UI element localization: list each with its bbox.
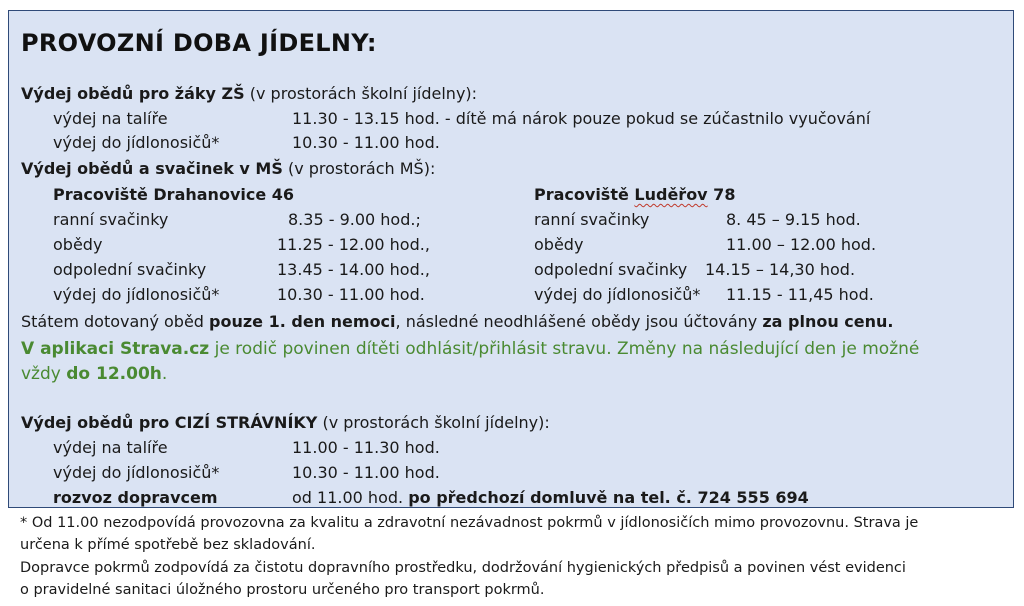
ms-right-title-place: Luděřov: [634, 185, 708, 204]
subsidy-bold: pouze 1. den nemoci: [209, 312, 396, 331]
zs-row-time: 10.30 - 11.00 hod.: [292, 133, 440, 152]
delivery-time: od 11.00 hod.: [292, 488, 409, 507]
ms-right-label: ranní svačinky: [534, 210, 650, 229]
footnote-line: o pravidelné sanitaci úložného prostoru určeného pro transport pokrmů.: [20, 582, 545, 598]
ms-right-title-prefix: Pracoviště: [534, 185, 635, 204]
ms-left-label: výdej do jídlonosičů*: [53, 285, 220, 304]
zs-row-time: 11.30 - 13.15 hod. - dítě má nárok pouze pokud se zúčastnilo vyučování: [292, 109, 871, 128]
zs-row-label: výdej na talíře: [53, 109, 168, 128]
ms-left-title: Pracoviště Drahanovice 46: [53, 185, 295, 204]
delivery-contact: po předchozí domluvě na tel. č. 724 555 694: [408, 488, 809, 507]
ms-left-time: 10.30 - 11.00 hod.: [277, 285, 425, 304]
ms-left-label: ranní svačinky: [53, 210, 169, 229]
ms-right-time: 11.00 – 12.00 hod.: [726, 235, 877, 254]
ms-left-time: 8.35 - 9.00 hod.;: [288, 210, 421, 229]
zs-row-label: výdej do jídlonosičů*: [53, 133, 220, 152]
ms-left-label: odpolední svačinky: [53, 260, 207, 279]
subsidy-text: , následné neodhlášené obědy jsou účtovány: [395, 312, 763, 331]
delivery-info: [292, 487, 809, 509]
ms-right-time: 8. 45 – 9.15 hod.: [726, 210, 861, 229]
ms-heading-bold: Výdej obědů a svačinek v MŠ: [21, 159, 283, 178]
zs-heading-note: (v prostorách školní jídelny):: [244, 84, 478, 103]
app-notice-line2: [21, 362, 167, 387]
ext-row-label: výdej do jídlonosičů*: [53, 463, 220, 482]
subsidy-bold: za plnou cenu.: [762, 312, 894, 331]
ms-left-label: obědy: [53, 235, 103, 254]
ext-heading-bold: Výdej obědů pro CIZÍ STRÁVNÍKY: [21, 413, 318, 432]
app-notice-text: vždy: [21, 364, 67, 384]
ms-right-title: [534, 184, 735, 206]
subsidy-text: Státem dotovaný oběd: [21, 312, 210, 331]
footnote-line: * Od 11.00 nezodpovídá provozovna za kvalitu a zdravotní nezávadnost pokrmů v jídlonosičích mimo provozovnu. Strava je: [20, 515, 919, 531]
ms-right-title-suffix: 78: [707, 185, 736, 204]
app-notice-text: je rodič povinen dítěti odhlásit/přihlásit stravu. Změny na následující den je možné: [209, 339, 920, 359]
ext-heading: [21, 412, 550, 434]
ext-heading-note: (v prostorách školní jídelny):: [317, 413, 550, 432]
ms-heading-note: (v prostorách MŠ):: [282, 159, 436, 178]
app-notice-bold: V aplikaci Strava.cz: [21, 339, 210, 359]
ms-right-time: 11.15 - 11,45 hod.: [726, 285, 874, 304]
footnote-line: Dopravce pokrmů zodpovídá za čistotu dopravního prostředku, dodržování hygienických předpisů a povinen vést evidenci: [20, 560, 906, 576]
app-notice-line1: [21, 337, 919, 362]
zs-heading-bold: Výdej obědů pro žáky ZŠ: [21, 84, 245, 103]
page-title: PROVOZNÍ DOBA JÍDELNY:: [21, 29, 377, 57]
app-notice-text: .: [161, 364, 168, 384]
zs-heading: [21, 83, 477, 105]
ms-left-time: 13.45 - 14.00 hod.,: [277, 260, 430, 279]
ext-row-label: výdej na talíře: [53, 438, 168, 457]
ms-heading: [21, 158, 435, 180]
footnote-line: určena k přímé spotřebě bez skladování.: [20, 537, 316, 553]
app-notice-bold: do 12.00h: [66, 364, 162, 384]
ms-right-label: výdej do jídlonosičů*: [534, 285, 701, 304]
ext-row-time: 11.00 - 11.30 hod.: [292, 438, 440, 457]
delivery-label: rozvoz dopravcem: [53, 488, 218, 507]
opening-hours-box: [8, 10, 1014, 508]
ms-right-label: obědy: [534, 235, 584, 254]
ms-right-time: 14.15 – 14,30 hod.: [705, 260, 856, 279]
ms-right-label: odpolední svačinky: [534, 260, 688, 279]
ms-left-time: 11.25 - 12.00 hod.,: [277, 235, 430, 254]
subsidy-note: [21, 311, 894, 333]
ext-row-time: 10.30 - 11.00 hod.: [292, 463, 440, 482]
